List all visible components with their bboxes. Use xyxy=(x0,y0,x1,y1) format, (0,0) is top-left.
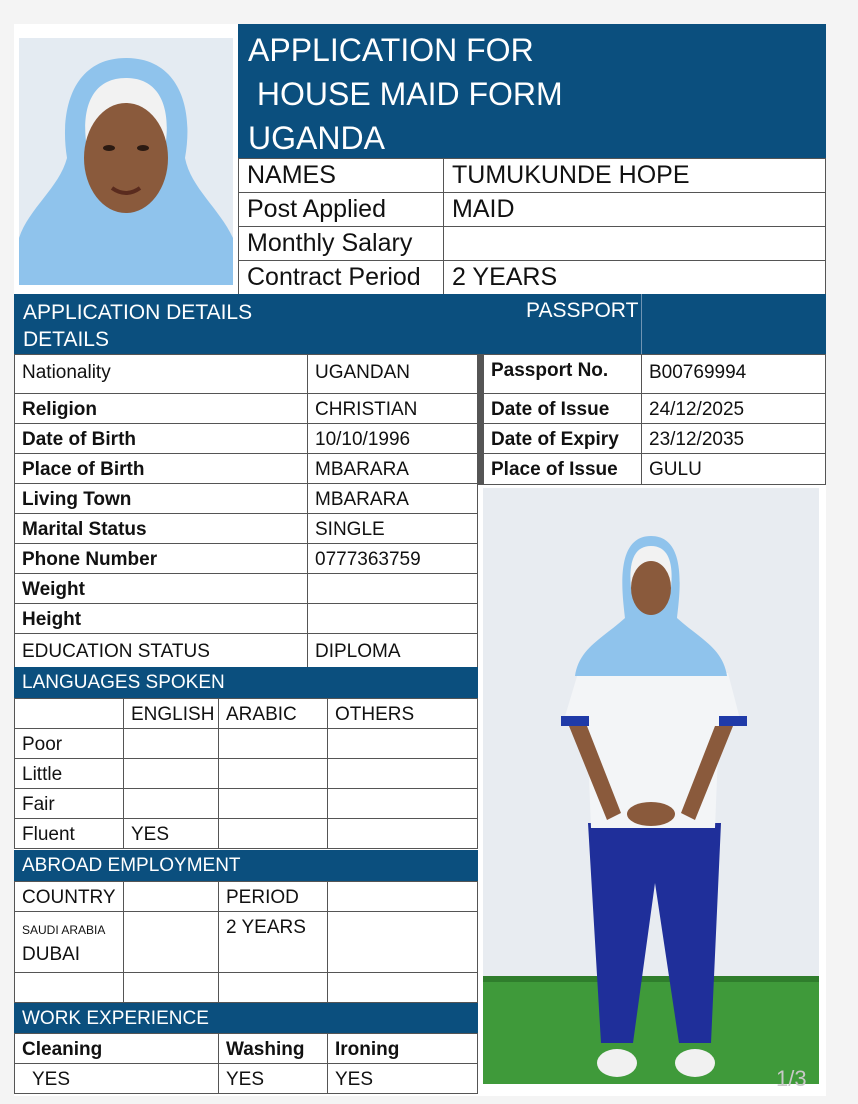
title-line-2: HOUSE MAID FORM xyxy=(248,76,563,112)
post-applied-label: Post Applied xyxy=(238,192,444,227)
passport-no-label: Passport No. xyxy=(478,354,642,394)
abroad-country-header: COUNTRY xyxy=(14,881,124,912)
contract-period-label: Contract Period xyxy=(238,260,444,295)
lang-level-fluent: Fluent xyxy=(14,818,124,849)
lang-poor-english xyxy=(123,728,219,759)
work-col-cleaning: Cleaning xyxy=(14,1033,219,1064)
education-status-value: DIPLOMA xyxy=(307,633,478,668)
passport-title: PASSPORT xyxy=(526,299,639,322)
marital-status-label: Marital Status xyxy=(14,513,308,544)
abroad-period-header: PERIOD xyxy=(218,881,328,912)
marital-status-value: SINGLE xyxy=(307,513,478,544)
education-status-label: EDUCATION STATUS xyxy=(14,633,308,668)
abroad-empty-4 xyxy=(327,972,478,1003)
nationality-value: UGANDAN xyxy=(307,354,478,394)
full-body-photo xyxy=(483,488,819,1084)
lang-little-arabic xyxy=(218,758,328,789)
abroad-empty-1 xyxy=(14,972,124,1003)
work-ironing-value: YES xyxy=(327,1063,478,1094)
work-col-washing: Washing xyxy=(218,1033,328,1064)
lang-fair-english xyxy=(123,788,219,819)
lang-poor-others xyxy=(327,728,478,759)
application-details-subtitle: DETAILS xyxy=(23,328,109,351)
lang-level-fair: Fair xyxy=(14,788,124,819)
phone-number-label: Phone Number xyxy=(14,543,308,574)
date-of-issue-value: 24/12/2025 xyxy=(641,393,826,424)
monthly-salary-label: Monthly Salary xyxy=(238,226,444,261)
post-applied-value: MAID xyxy=(443,192,826,227)
date-of-expiry-label: Date of Expiry xyxy=(478,423,642,454)
place-of-issue-value: GULU xyxy=(641,453,826,485)
lang-col-arabic: ARABIC xyxy=(218,698,328,729)
weight-value xyxy=(307,573,478,604)
abroad-employment-header: ABROAD EMPLOYMENT xyxy=(14,850,478,882)
passport-header-blank xyxy=(642,294,826,354)
abroad-country-value xyxy=(14,911,124,973)
lang-fair-others xyxy=(327,788,478,819)
lang-fluent-english: YES xyxy=(123,818,219,849)
height-label: Height xyxy=(14,603,308,634)
application-details-header xyxy=(14,294,478,354)
lang-level-poor: Poor xyxy=(14,728,124,759)
contract-period-value: 2 YEARS xyxy=(443,260,826,295)
lang-fluent-others xyxy=(327,818,478,849)
abroad-blank-4 xyxy=(327,911,478,973)
names-label: NAMES xyxy=(238,158,444,193)
abroad-blank-3 xyxy=(123,911,219,973)
abroad-country-line-2: DUBAI xyxy=(22,944,81,965)
date-of-issue-label: Date of Issue xyxy=(478,393,642,424)
abroad-blank-2 xyxy=(327,881,478,912)
title-line-1: APPLICATION FOR xyxy=(248,32,534,68)
application-form xyxy=(14,24,826,1096)
place-of-birth-label: Place of Birth xyxy=(14,453,308,484)
passport-header xyxy=(478,294,642,354)
work-washing-value: YES xyxy=(218,1063,328,1094)
lang-level-little: Little xyxy=(14,758,124,789)
title-line-3: UGANDA xyxy=(248,120,385,156)
lang-poor-arabic xyxy=(218,728,328,759)
portrait-photo xyxy=(19,38,233,285)
lang-col-others: OTHERS xyxy=(327,698,478,729)
names-value: TUMUKUNDE HOPE xyxy=(443,158,826,193)
abroad-empty-3 xyxy=(218,972,328,1003)
abroad-blank-1 xyxy=(123,881,219,912)
lang-col-english: ENGLISH xyxy=(123,698,219,729)
lang-little-others xyxy=(327,758,478,789)
passport-no-value: B00769994 xyxy=(641,354,826,394)
phone-number-value: 0777363759 xyxy=(307,543,478,574)
weight-label: Weight xyxy=(14,573,308,604)
languages-header: LANGUAGES SPOKEN xyxy=(14,667,478,699)
living-town-value: MBARARA xyxy=(307,483,478,514)
place-of-birth-value: MBARARA xyxy=(307,453,478,484)
work-cleaning-value: YES xyxy=(14,1063,219,1094)
nationality-label: Nationality xyxy=(14,354,308,394)
lang-col-level xyxy=(14,698,124,729)
religion-label: Religion xyxy=(14,393,308,424)
date-of-expiry-value: 23/12/2035 xyxy=(641,423,826,454)
work-col-ironing: Ironing xyxy=(327,1033,478,1064)
abroad-period-value: 2 YEARS xyxy=(218,911,328,973)
lang-fair-arabic xyxy=(218,788,328,819)
lang-fluent-arabic xyxy=(218,818,328,849)
page-indicator: 1/3 xyxy=(776,1066,807,1091)
application-details-title: APPLICATION DETAILS xyxy=(23,301,253,324)
date-of-birth-label: Date of Birth xyxy=(14,423,308,454)
living-town-label: Living Town xyxy=(14,483,308,514)
place-of-issue-label: Place of Issue xyxy=(478,453,642,485)
date-of-birth-value: 10/10/1996 xyxy=(307,423,478,454)
form-title xyxy=(238,24,826,158)
work-experience-header: WORK EXPERIENCE xyxy=(14,1003,478,1034)
religion-value: CHRISTIAN xyxy=(307,393,478,424)
lang-little-english xyxy=(123,758,219,789)
abroad-country-line-1: SAUDI ARABIA xyxy=(22,923,106,937)
monthly-salary-value xyxy=(443,226,826,261)
abroad-empty-2 xyxy=(123,972,219,1003)
height-value xyxy=(307,603,478,634)
